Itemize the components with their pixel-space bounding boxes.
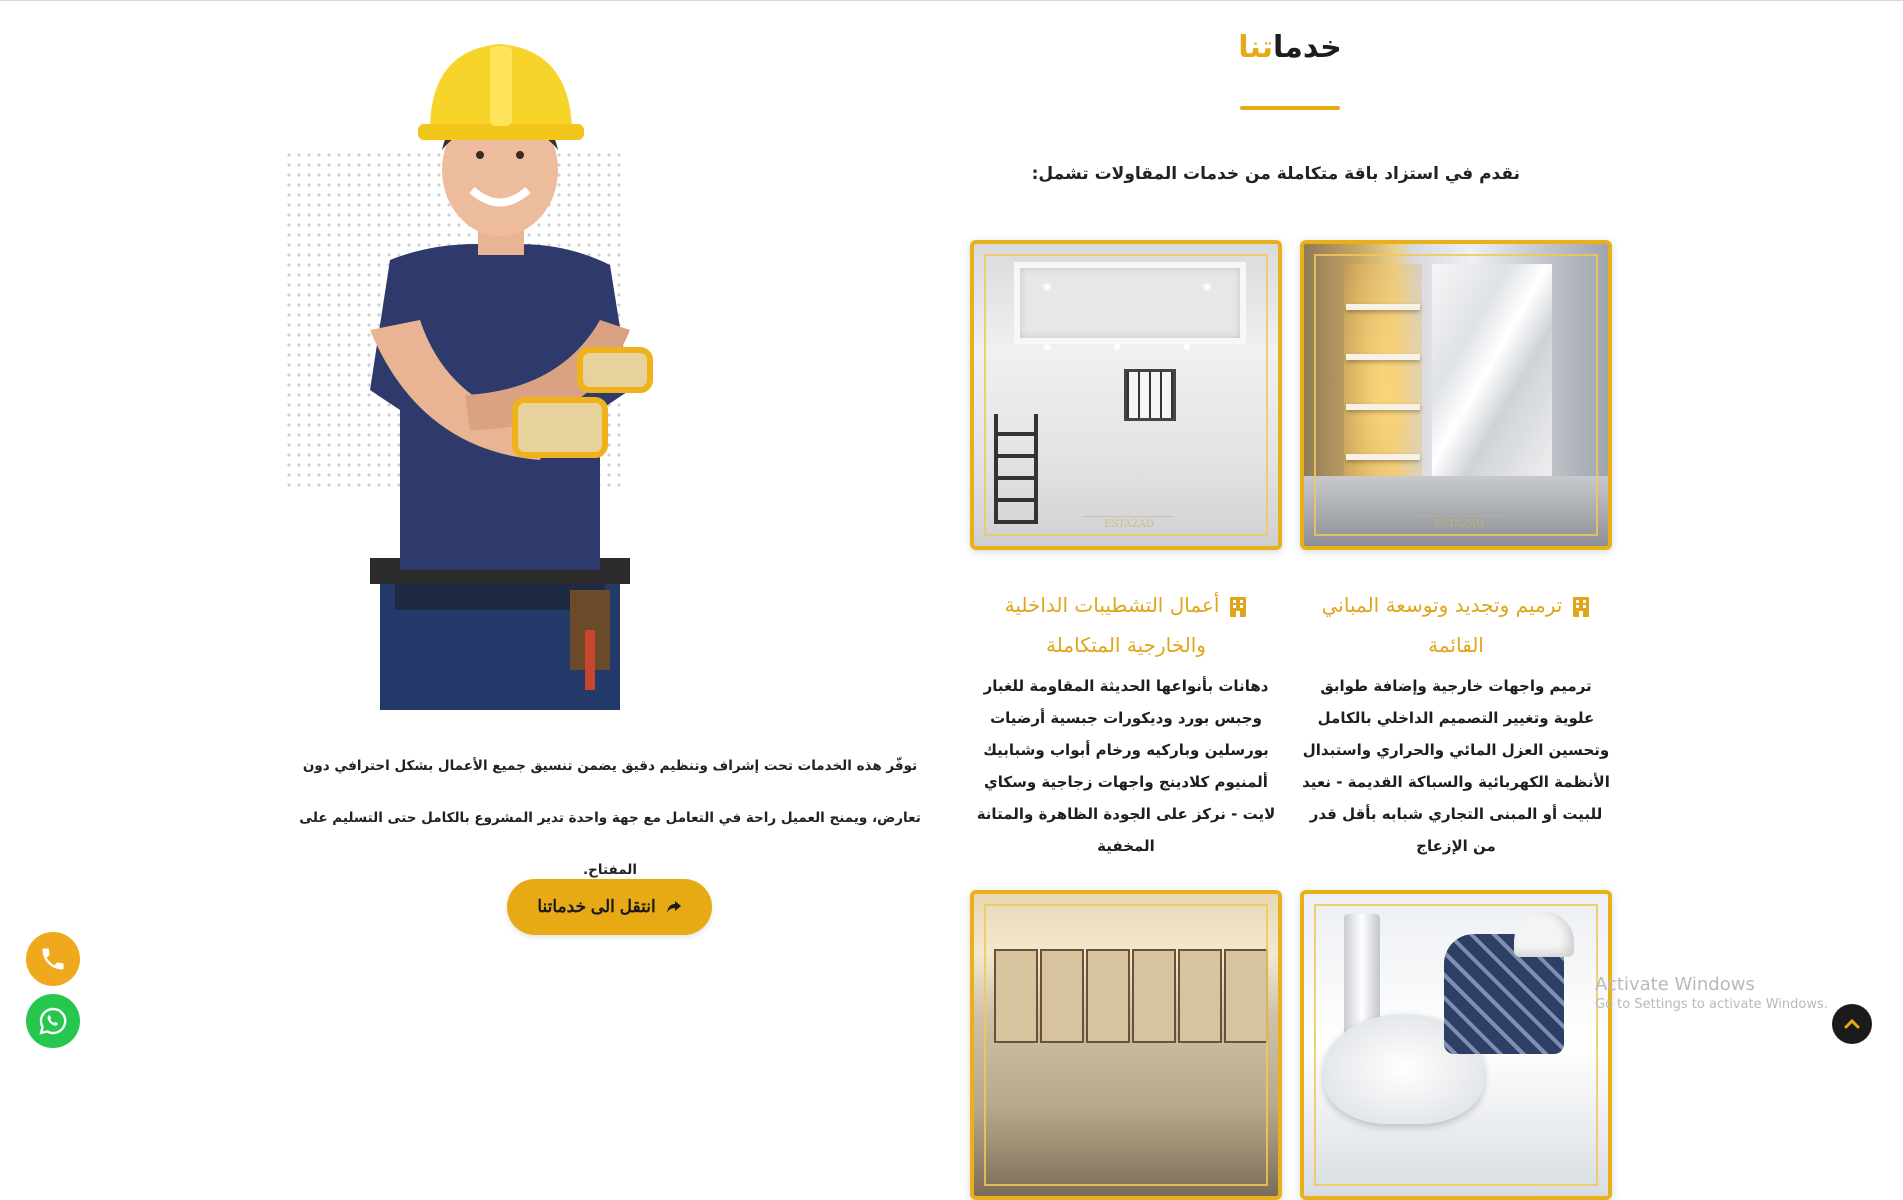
- chevron-up-icon: [1844, 1018, 1860, 1030]
- service-heading-renovation[interactable]: [1300, 585, 1612, 665]
- phone-icon: [39, 945, 67, 973]
- watermark-logo: ESTAZAD: [1084, 494, 1174, 534]
- section-intro: نقدم في استزاد باقة متكاملة من خدمات المقاولات تشمل:: [1031, 164, 1520, 184]
- service-description-finishing: دهانات بأنواعها الحديثة المقاومة للغبار وجبس بورد وديكورات جبسية أرضيات بورسلين وباركيه ورخام أبواب وشبابيك ألمنيوم كلادينج واجهات زجاجية وسكاي لايت - نركز على الجودة الظاهرة والمتانة المخفية: [976, 677, 1276, 855]
- section-title-accent: تنا: [1238, 30, 1273, 65]
- top-divider: [0, 0, 1903, 1]
- service-description-renovation: ترميم واجهات خارجية وإضافة طوابق علوية وتغيير التصميم الداخلي بالكامل وتحسين العزل المائي والحراري واستبدال الأنظمة الكهربائية والسباكة القديمة - نعيد للبيت أو المبنى التجاري شبابه بأقل قدر من الإزعاج: [1302, 677, 1610, 855]
- activate-windows-title: Activate Windows: [1595, 974, 1755, 995]
- service-image-renovation[interactable]: [1300, 240, 1612, 550]
- title-underline: [1240, 106, 1340, 110]
- section-title: [1140, 30, 1440, 65]
- worker-illustration: [300, 30, 740, 710]
- activate-windows-overlay: [1595, 974, 1828, 1012]
- whatsapp-icon: [37, 1005, 69, 1037]
- go-to-services-label: انتقل الى خدماتنا: [537, 897, 656, 916]
- services-summary-paragraph: توفّر هذه الخدمات تحت إشراف وتنظيم دقيق يضمن تنسيق جميع الأعمال بشكل احترافي دون تعارض، ويمنح العميل راحة في التعامل مع جهة واحدة تدير المشروع بالكامل حتى التسليم على المفتاح.: [299, 758, 921, 878]
- building-icon: [1229, 596, 1247, 618]
- phone-call-button[interactable]: [26, 932, 80, 986]
- share-arrow-icon: [666, 900, 682, 914]
- whatsapp-button[interactable]: [26, 994, 80, 1048]
- go-to-services-button[interactable]: [507, 879, 712, 935]
- section-title-main: خدما: [1272, 30, 1342, 65]
- service-heading-text: ترميم وتجديد وتوسعة المباني القائمة: [1321, 593, 1563, 657]
- service-heading-finishing[interactable]: [970, 585, 1282, 665]
- activate-windows-subtitle: Go to Settings to activate Windows.: [1595, 997, 1828, 1012]
- building-icon: [1572, 596, 1590, 618]
- service-image-kitchen[interactable]: [970, 890, 1282, 1200]
- service-image-plumbing[interactable]: [1300, 890, 1612, 1200]
- watermark-logo: ESTAZAD: [1414, 494, 1504, 534]
- service-heading-text: أعمال التشطيبات الداخلية والخارجية المتكاملة: [1004, 593, 1220, 657]
- back-to-top-button[interactable]: [1832, 1004, 1872, 1044]
- service-image-finishing[interactable]: [970, 240, 1282, 550]
